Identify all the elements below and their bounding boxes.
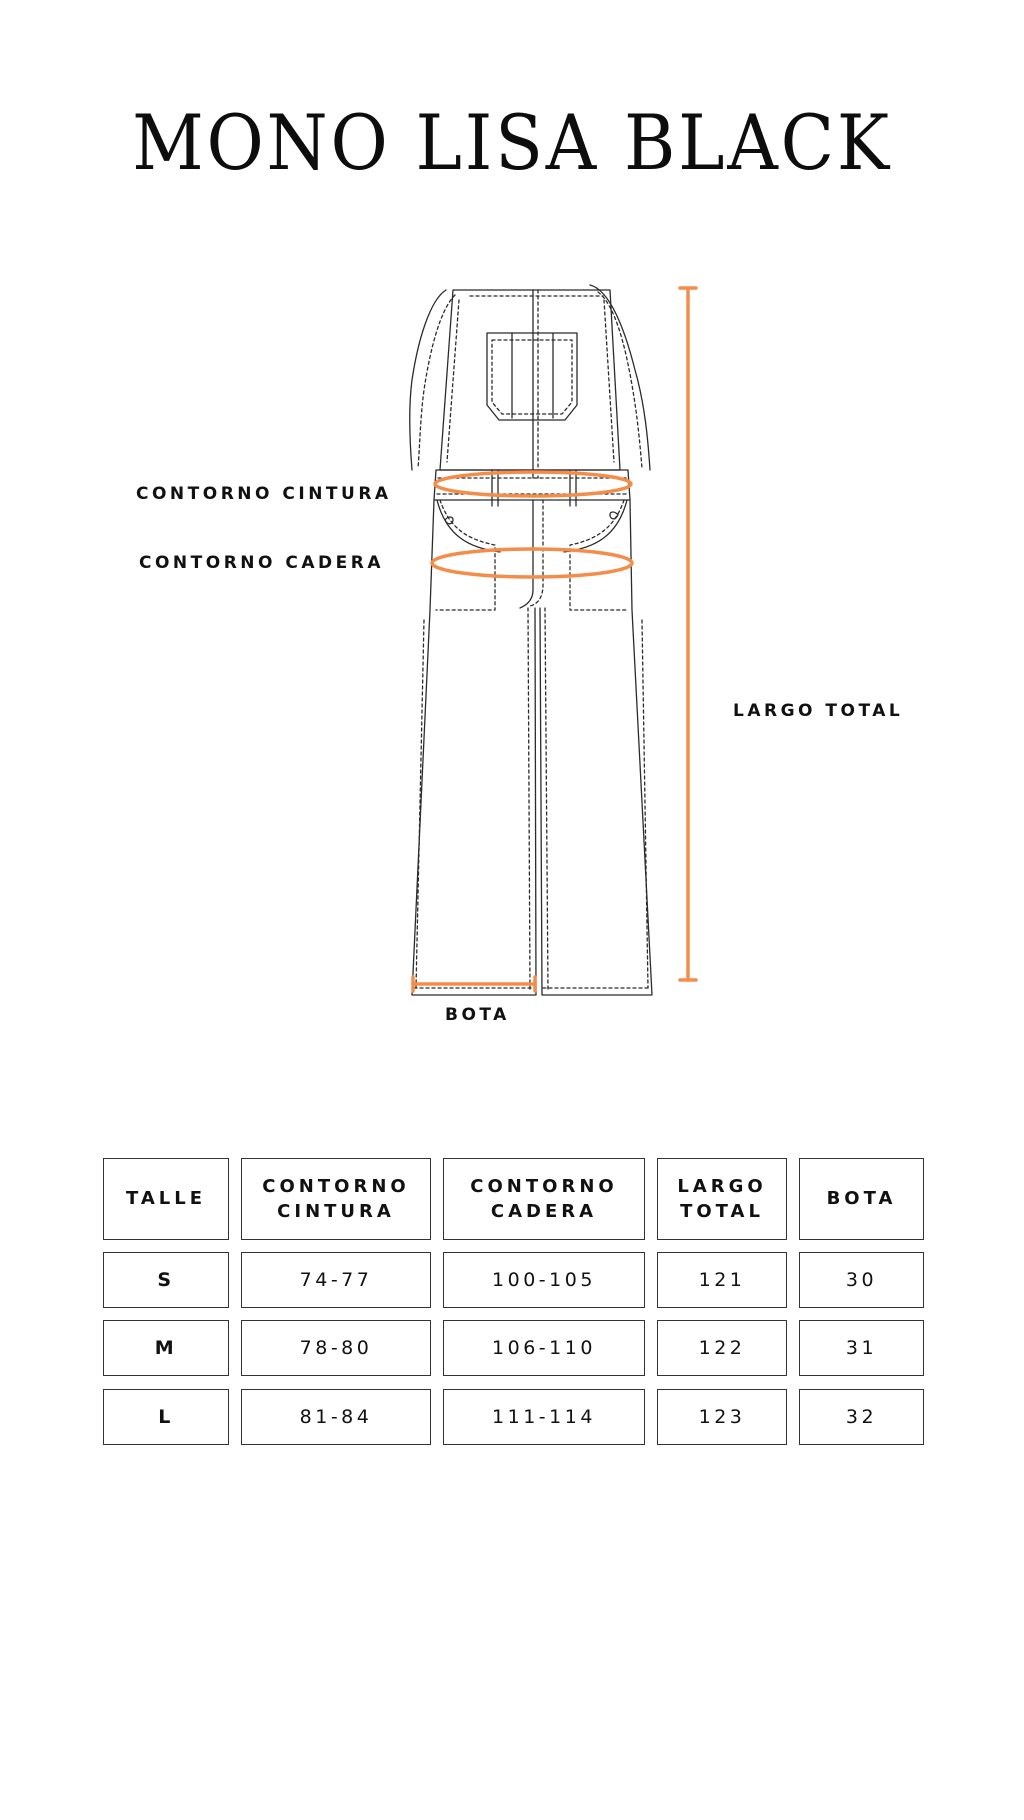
table-header-size <box>103 1158 229 1240</box>
table-cell-hip <box>443 1252 645 1308</box>
table-cell-waist <box>241 1389 431 1445</box>
table-cell-size <box>103 1252 229 1308</box>
left-leg-inseam <box>528 608 530 990</box>
table-header-waist-text: CONTORNO CINTURA <box>262 1175 410 1222</box>
bib-pocket-stitch <box>492 340 572 414</box>
right-leg-inseam <box>545 608 548 990</box>
table-cell-hip-text: 100-105 <box>492 1269 596 1291</box>
table-cell-length-text: 123 <box>698 1406 746 1428</box>
table-cell-length <box>657 1389 787 1445</box>
waist-label: CONTORNO CINTURA <box>136 484 392 504</box>
table-header-length-text: LARGO TOTAL <box>677 1175 767 1222</box>
table-cell-waist-text: 74-77 <box>299 1269 373 1291</box>
table-header-hip-text: CONTORNO CADERA <box>470 1175 618 1222</box>
table-header-hip <box>443 1158 645 1240</box>
table-cell-size-text: M <box>154 1337 178 1359</box>
table-cell-length-text: 122 <box>698 1337 746 1359</box>
table-cell-size <box>103 1389 229 1445</box>
table-cell-hem-text: 31 <box>845 1337 878 1359</box>
length-label: LARGO TOTAL <box>733 701 904 721</box>
table-header-waist <box>241 1158 431 1240</box>
left-strap <box>410 290 446 470</box>
table-header-length <box>657 1158 787 1240</box>
table-header-size-text: TALLE <box>125 1188 207 1210</box>
hip-label: CONTORNO CADERA <box>139 553 384 573</box>
table-cell-length-text: 121 <box>698 1269 746 1291</box>
table-cell-hip <box>443 1320 645 1376</box>
table-cell-length <box>657 1252 787 1308</box>
bib-pocket <box>487 333 577 420</box>
table-cell-length <box>657 1320 787 1376</box>
bib-side-stitch-left <box>447 300 459 462</box>
table-cell-size-text: L <box>158 1406 174 1428</box>
table-cell-hip-text: 106-110 <box>492 1337 596 1359</box>
page-title: MONO LISA BLACK <box>132 98 892 187</box>
right-front-pocket-edge <box>564 500 627 552</box>
table-cell-hem <box>799 1252 924 1308</box>
hip-measure-ellipse <box>432 549 632 577</box>
table-cell-waist-text: 78-80 <box>299 1337 373 1359</box>
table-cell-hip <box>443 1389 645 1445</box>
left-front-pocket-edge <box>437 500 500 552</box>
left-leg-outseam <box>416 620 424 988</box>
table-cell-hem <box>799 1389 924 1445</box>
table-cell-waist <box>241 1320 431 1376</box>
table-header-hem-text: BOTA <box>826 1188 897 1210</box>
right-strap <box>590 285 650 470</box>
table-cell-waist-text: 81-84 <box>299 1406 373 1428</box>
table-header-hem <box>799 1158 924 1240</box>
table-cell-waist <box>241 1252 431 1308</box>
table-cell-size-text: S <box>157 1269 175 1291</box>
bib-outline <box>440 290 620 470</box>
table-cell-hem <box>799 1320 924 1376</box>
fly <box>520 500 533 608</box>
left-strap-inner <box>418 295 455 468</box>
table-cell-hem-text: 30 <box>845 1269 878 1291</box>
table-cell-size <box>103 1320 229 1376</box>
hem-label: BOTA <box>445 1005 510 1025</box>
right-leg-outseam <box>642 620 648 988</box>
table-cell-hem-text: 32 <box>845 1406 878 1428</box>
table-cell-hip-text: 111-114 <box>492 1406 596 1428</box>
